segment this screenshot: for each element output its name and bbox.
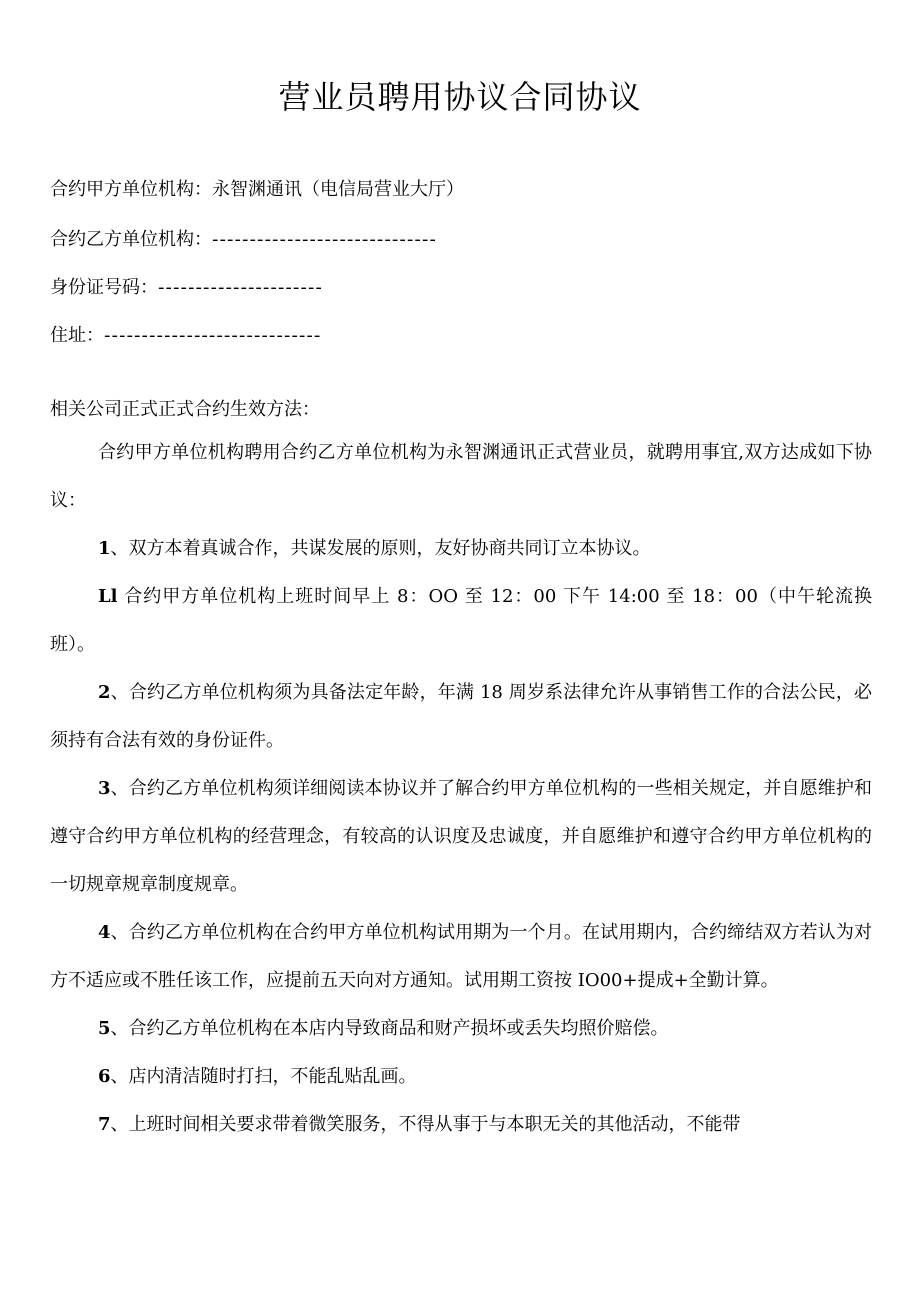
agreement-body (50, 429, 872, 1149)
clause-1-1: Ll 合约甲方单位机构上班时间早上 8：OO 至 12：00 下午 14:00 至 18：00（中午轮流换班）。 (50, 586, 872, 655)
clause-1: 1、双方本着真诚合作，共谋发展的原则，友好协商共同订立本协议。 (98, 538, 651, 559)
party-a-label: 合约甲方单位机构： (50, 179, 212, 200)
id-number-label: 身份证号码： (50, 277, 158, 298)
address-field (50, 321, 321, 347)
address-label: 住址： (50, 325, 104, 346)
party-b-value: ------------------------------ (212, 229, 437, 250)
party-b-field (50, 225, 437, 251)
id-number-field (50, 273, 323, 299)
party-a-value: 永智渊通讯（电信局营业大厅） (212, 179, 464, 200)
document-title: 营业员聘用协议合同协议 (278, 78, 642, 116)
clause-6: 6、店内清洁随时打扫，不能乱贴乱画。 (98, 1066, 417, 1087)
party-b-label: 合约乙方单位机构： (50, 229, 212, 250)
party-a-field (50, 175, 464, 201)
clause-7: 7、上班时间相关要求带着微笑服务，不得从事于与本职无关的其他活动，不能带 (98, 1114, 741, 1135)
intro-paragraph: 合约甲方单位机构聘用合约乙方单位机构为永智渊通讯正式营业员，就聘用事宜,双方达成如下协议： (50, 442, 872, 511)
section-heading: 相关公司正式正式合约生效方法： (50, 399, 320, 420)
clause-3: 3、合约乙方单位机构须详细阅读本协议并了解合约甲方单位机构的一些相关规定，并自愿维护和遵守合约甲方单位机构的经营理念，有较高的认识度及忠诚度，并自愿维护和遵守合约甲方单位机构的一切规章规章制度规章。 (50, 778, 872, 895)
address-value: ----------------------------- (104, 325, 322, 346)
clause-5: 5、合约乙方单位机构在本店内导致商品和财产损坏或丢失均照价赔偿。 (98, 1018, 669, 1039)
clause-2: 2、合约乙方单位机构须为具备法定年龄，年满 18 周岁系法律允许从事销售工作的合法公民，必须持有合法有效的身份证件。 (50, 682, 872, 751)
clause-4: 4、合约乙方单位机构在合约甲方单位机构试用期为一个月。在试用期内，合约缔结双方若认为对方不适应或不胜任该工作，应提前五天向对方通知。试用期工资按 IO00+提成+全勤计算。 (50, 922, 872, 991)
id-number-value: ---------------------- (158, 277, 323, 298)
